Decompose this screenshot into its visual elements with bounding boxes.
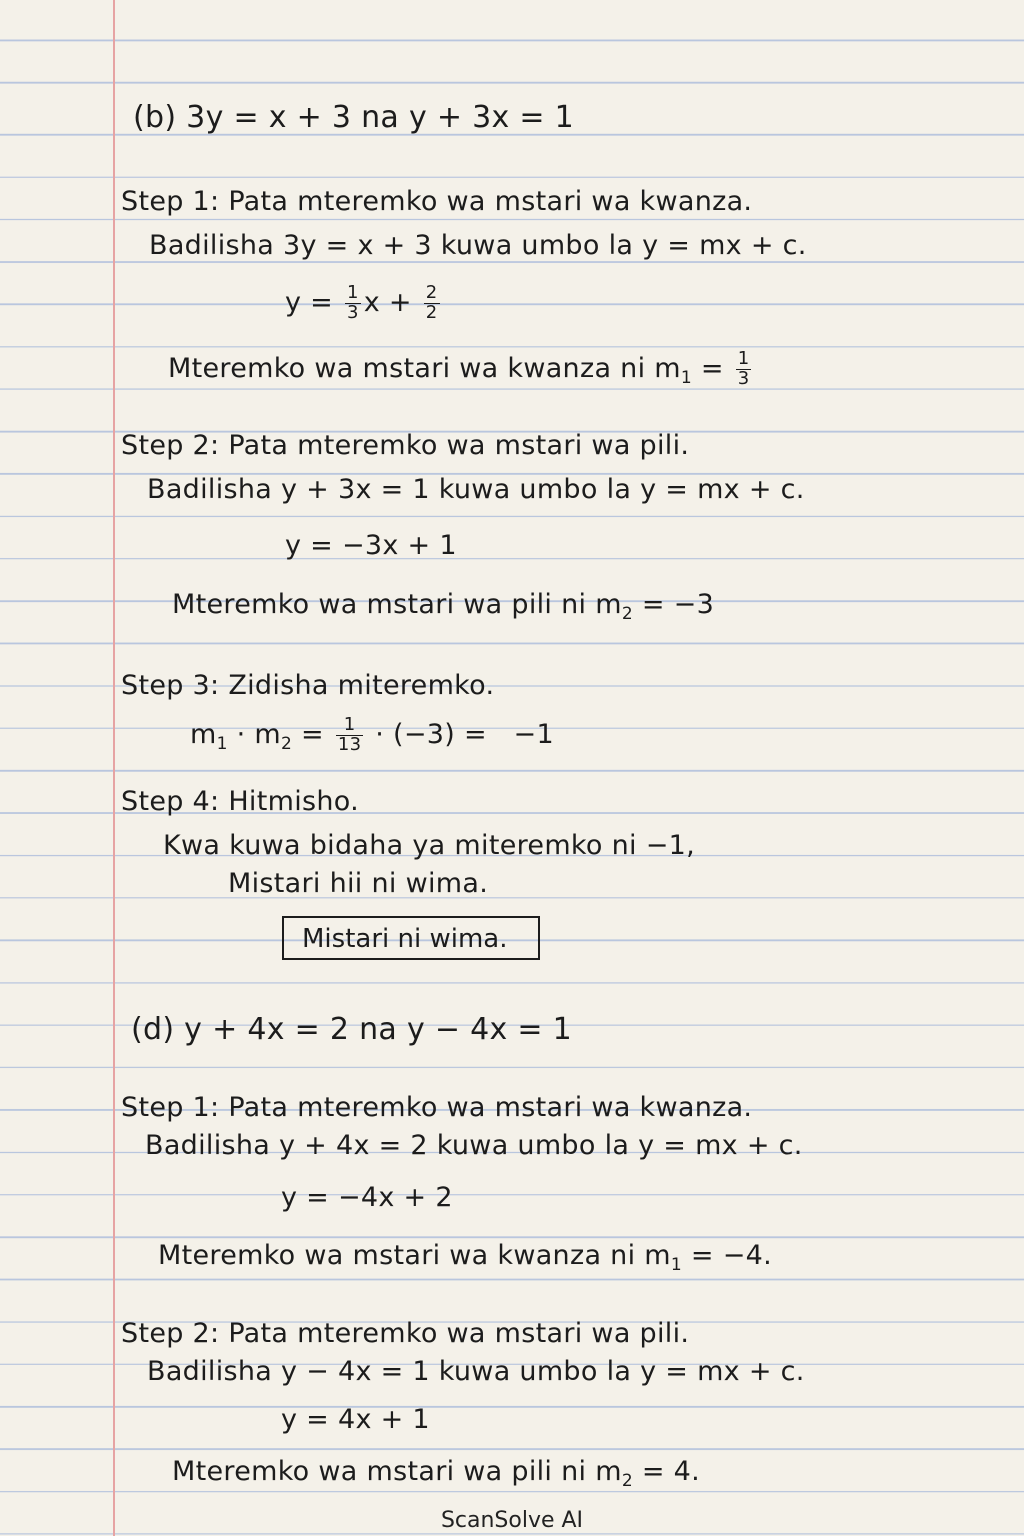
part-d-header: (d) y + 4x = 2 na y − 4x = 1 <box>131 1012 573 1047</box>
part-b-header: (b) 3y = x + 3 na y + 3x = 1 <box>133 100 575 135</box>
equation-mid: x + <box>363 286 412 318</box>
fraction-numerator: 1 <box>336 716 364 736</box>
b-step4-line1: Kwa kuwa bidaha ya miteremko ni −1, <box>163 830 695 861</box>
fraction-denominator: 3 <box>346 301 359 323</box>
d-step2-equation: y = 4x + 1 <box>281 1404 430 1435</box>
m1-subscript: 1 <box>216 733 228 754</box>
product-rest: · (−3) = −1 <box>375 718 554 750</box>
m2: m <box>254 718 282 750</box>
slope-value: = −3 <box>641 589 715 620</box>
slope-subscript: 1 <box>670 1255 682 1275</box>
slope-text: Mteremko wa mstari wa kwanza ni m <box>168 352 681 384</box>
b-step3-title: Step 3: Zidisha miteremko. <box>121 670 495 701</box>
fraction-numerator: 2 <box>425 282 438 303</box>
margin-line <box>113 0 115 1536</box>
fraction-denominator: 13 <box>337 733 362 755</box>
b-step1-equation <box>285 284 443 323</box>
d-step2-rewrite: Badilisha y − 4x = 1 kuwa umbo la y = mx + c. <box>147 1356 805 1387</box>
b-step1-title: Step 1: Pata mteremko wa mstari wa kwanza. <box>121 186 753 217</box>
d-step1-title: Step 1: Pata mteremko wa mstari wa kwanza. <box>121 1092 753 1123</box>
m1: m <box>190 718 217 750</box>
slope-value: = 4. <box>641 1456 701 1487</box>
d-step1-slope <box>158 1240 772 1275</box>
slope-equals: = <box>700 352 724 384</box>
boxed-answer: Mistari ni wima. <box>282 916 540 960</box>
m2-subscript: 2 <box>281 733 293 754</box>
slope-subscript: 2 <box>621 604 633 624</box>
fraction <box>336 716 364 755</box>
slope-subscript: 1 <box>680 367 692 388</box>
b-step2-slope <box>172 589 714 624</box>
fraction-denominator: 2 <box>425 301 438 323</box>
slope-fraction <box>736 350 752 389</box>
b-step3-equation <box>190 716 554 755</box>
slope-text: Mteremko wa mstari wa pili ni m <box>172 589 622 620</box>
fraction-numerator: 1 <box>346 282 359 303</box>
fraction <box>424 284 440 323</box>
d-step2-slope <box>172 1456 700 1491</box>
b-step1-slope <box>168 350 754 389</box>
fraction-denominator: 3 <box>737 367 750 389</box>
slope-text: Mteremko wa mstari wa kwanza ni m <box>158 1240 671 1271</box>
slope-text: Mteremko wa mstari wa pili ni m <box>172 1456 622 1487</box>
equation-lhs: y = <box>285 286 334 318</box>
footer-brand: ScanSolve AI <box>440 1508 584 1533</box>
fraction-numerator: 1 <box>737 348 750 369</box>
equals: = <box>301 718 324 750</box>
slope-subscript: 2 <box>621 1471 633 1491</box>
dot: · <box>236 718 246 750</box>
b-step1-rewrite: Badilisha 3y = x + 3 kuwa umbo la y = mx + c. <box>149 230 807 261</box>
b-step2-title: Step 2: Pata mteremko wa mstari wa pili. <box>121 430 690 461</box>
slope-value: = −4. <box>690 1240 772 1271</box>
b-step2-equation: y = −3x + 1 <box>285 530 457 561</box>
d-step1-rewrite: Badilisha y + 4x = 2 kuwa umbo la y = mx + c. <box>145 1130 803 1161</box>
d-step2-title: Step 2: Pata mteremko wa mstari wa pili. <box>121 1318 690 1349</box>
d-step1-equation: y = −4x + 2 <box>281 1182 453 1213</box>
b-step4-line2: Mistari hii ni wima. <box>228 868 489 899</box>
b-step2-rewrite: Badilisha y + 3x = 1 kuwa umbo la y = mx + c. <box>147 474 805 505</box>
fraction <box>345 284 361 323</box>
b-step4-title: Step 4: Hitmisho. <box>121 786 360 817</box>
